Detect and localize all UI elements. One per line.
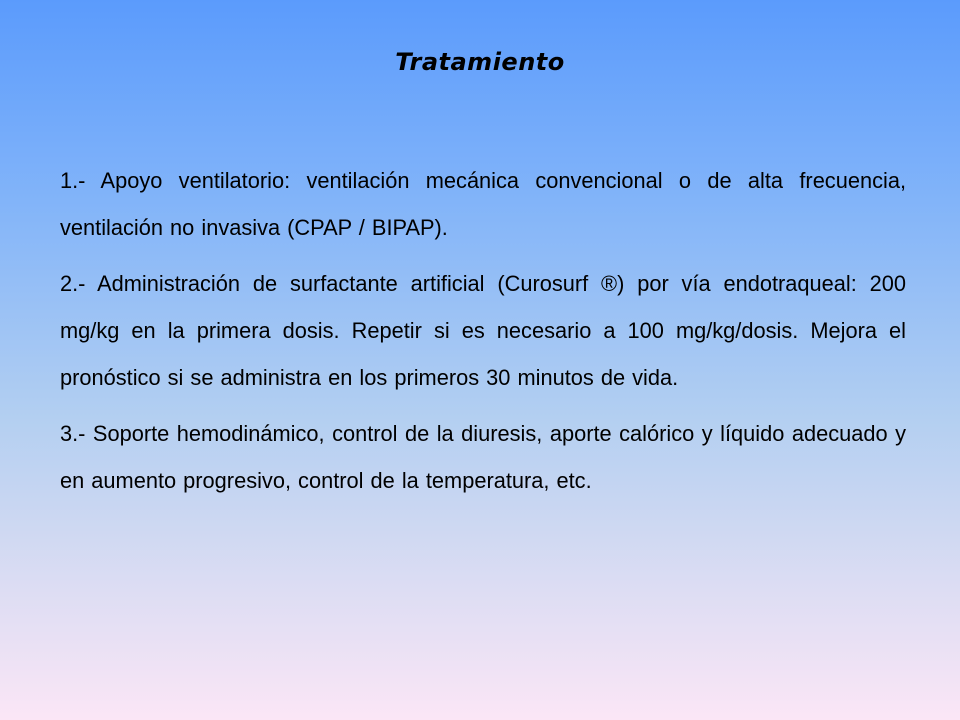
treatment-item-hemodynamic-support: 3.- Soporte hemodinámico, control de la diuresis, aporte calórico y líquido adecuado y en aumento progresivo, control de la temperatura, etc. bbox=[60, 421, 906, 493]
treatment-item-surfactant: 2.- Administración de surfactante artificial (Curosurf ®) por vía endotraqueal: 200 mg/kg en la primera dosis. Repetir si es necesario a 100 mg/kg/dosis. Mejora el pronóstico si se administra en los primeros 30 minutos de vida. bbox=[60, 271, 906, 390]
slide-body bbox=[60, 157, 906, 513]
slide-title: Tratamiento bbox=[395, 48, 565, 76]
treatment-item-ventilatory-support: 1.- Apoyo ventilatorio: ventilación mecánica convencional o de alta frecuencia, ventilación no invasiva (CPAP / BIPAP). bbox=[60, 168, 906, 240]
